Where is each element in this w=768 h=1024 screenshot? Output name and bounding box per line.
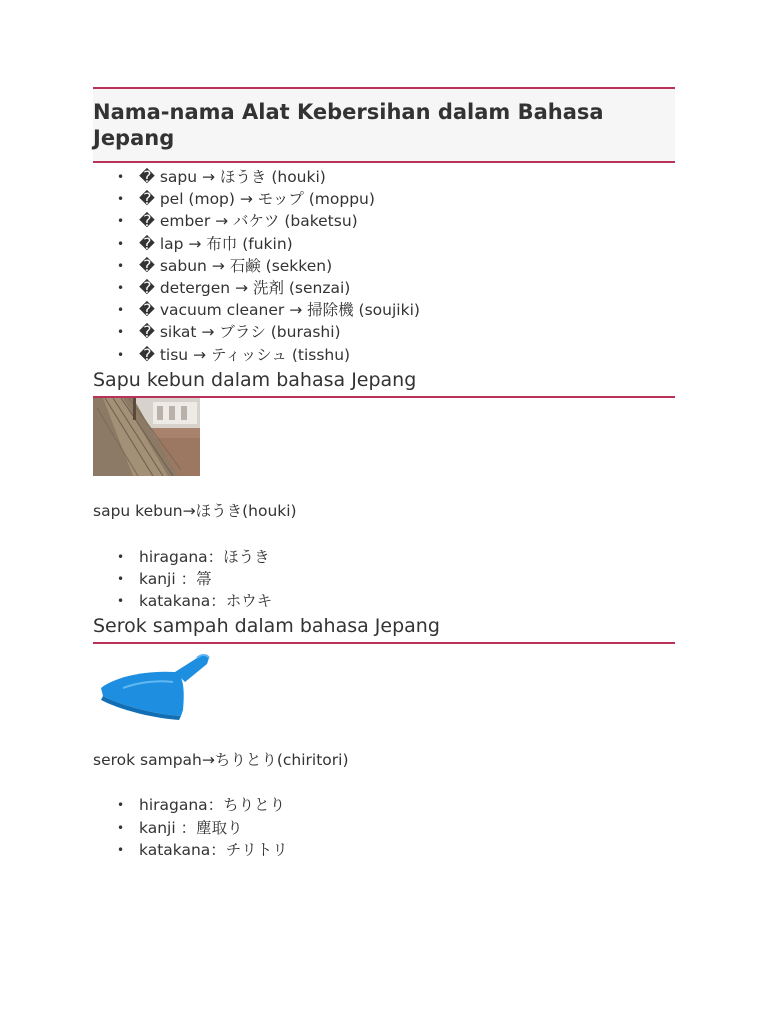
page-title: Nama-nama Alat Kebersihan dalam Bahasa Jepang: [93, 100, 604, 150]
broom-photo: [93, 398, 200, 476]
dustpan-photo: [93, 648, 215, 726]
list-item: • � pel (mop) → モップ (moppu): [93, 188, 675, 210]
translation-sapu-kebun: sapu kebun→ほうき(houki): [93, 501, 297, 520]
list-item: • � detergen → 洗剤 (senzai): [93, 277, 675, 299]
list-item: • � sikat → ブラシ (burashi): [93, 321, 675, 343]
section-heading-serok-sampah: Serok sampah dalam bahasa Jepang: [93, 613, 675, 644]
main-list: [93, 166, 675, 366]
translation-serok-sampah: serok sampah→ちりとり(chiritori): [93, 751, 349, 770]
section2-list: [93, 794, 675, 861]
document-page: [93, 87, 675, 861]
list-item: • hiragana：ほうき: [93, 546, 675, 568]
list-item: • � ember → バケツ (baketsu): [93, 210, 675, 232]
list-item: • � tisu → ティッシュ (tisshu): [93, 344, 675, 366]
list-item: • hiragana：ちりとり: [93, 794, 675, 816]
list-item: • � vacuum cleaner → 掃除機 (soujiki): [93, 299, 675, 321]
list-item: • kanji ：塵取り: [93, 817, 675, 839]
section1-list: [93, 546, 675, 613]
list-item: • � sabun → 石鹸 (sekken): [93, 255, 675, 277]
list-item: • � lap → 布巾 (fukin): [93, 233, 675, 255]
section-heading-sapu-kebun: Sapu kebun dalam bahasa Jepang: [93, 367, 675, 398]
list-item: • kanji ：箒: [93, 568, 675, 590]
list-item: • � sapu → ほうき (houki): [93, 166, 675, 188]
list-item: • katakana：ホウキ: [93, 590, 675, 612]
title-box: [93, 87, 675, 163]
list-item: • katakana：チリトリ: [93, 839, 675, 861]
